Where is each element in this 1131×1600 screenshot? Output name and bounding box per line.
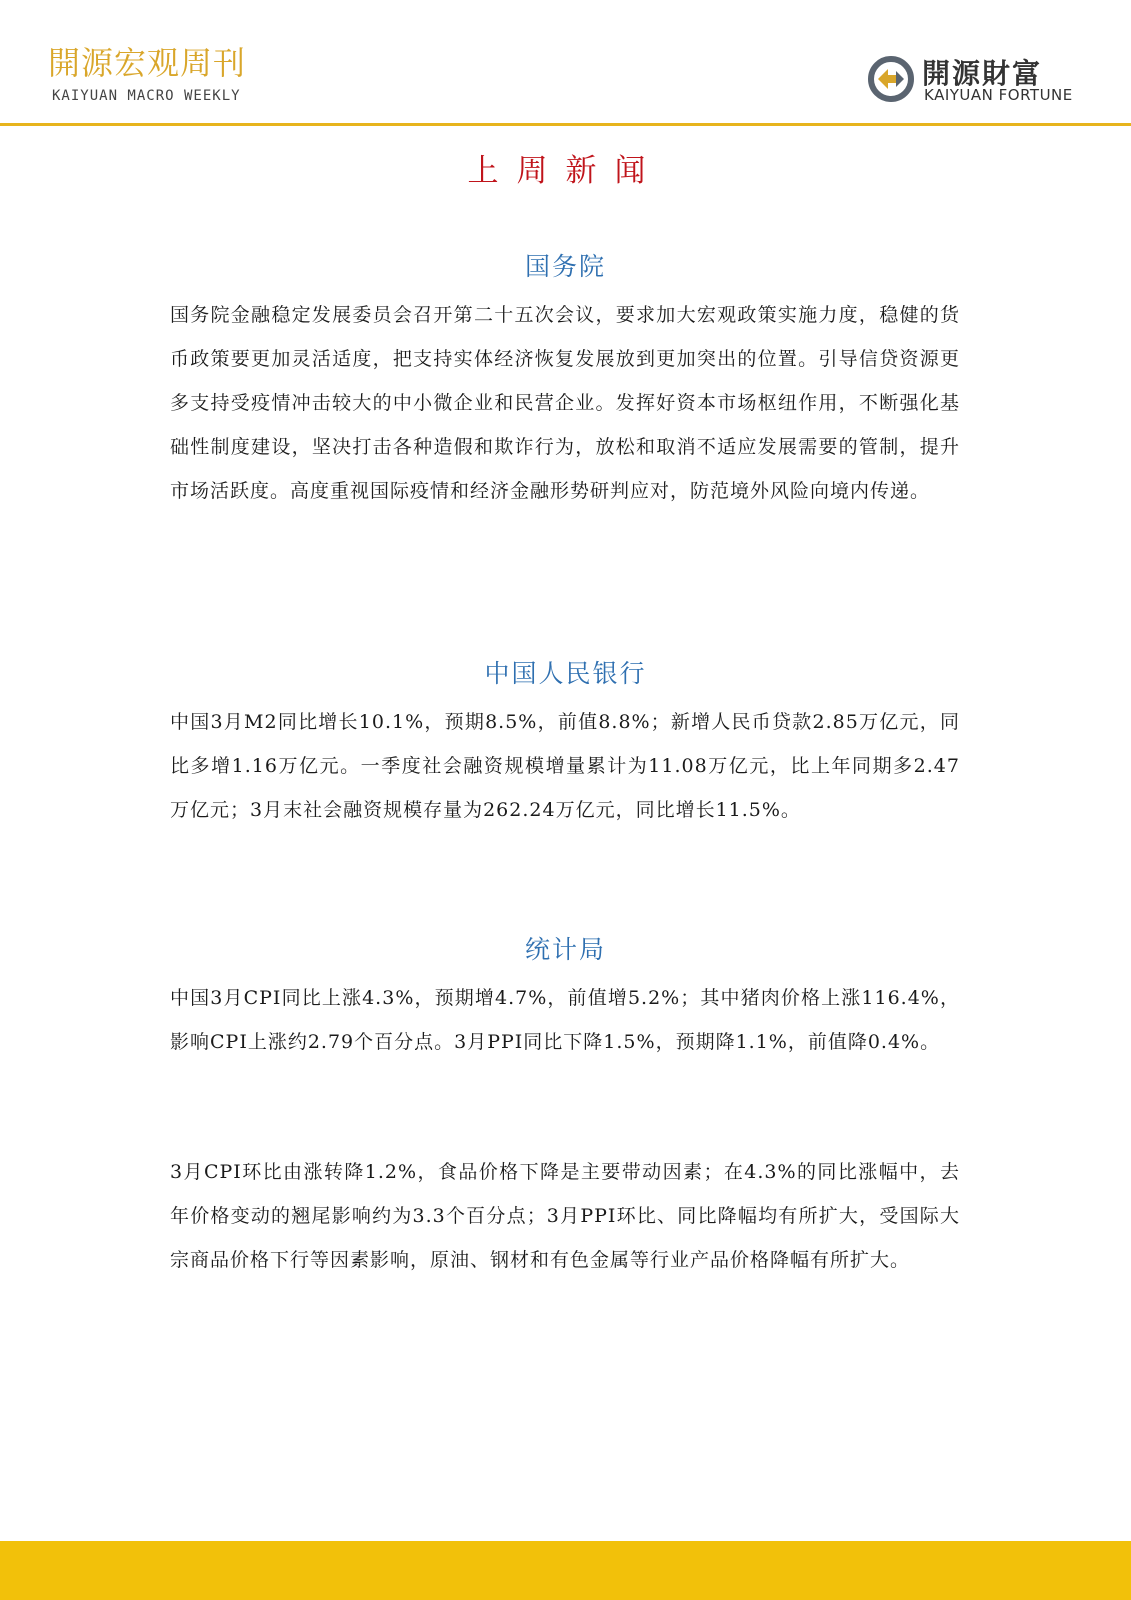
kaiyuan-logo-icon — [866, 54, 916, 104]
logo-chinese-text: 開源財富 — [922, 57, 1043, 90]
kaiyuan-logo — [866, 52, 1096, 108]
stats-bureau-paragraph-1: 中国3月CPI同比上涨4.3%，预期增4.7%，前值增5.2%；其中猪肉价格上涨116.4%，影响CPI上涨约2.79个百分点。3月PPI同比下降1.5%，预期降1.1%，前值降0.4%。 — [170, 987, 960, 1053]
logo-english-text: KAIYUAN FORTUNE — [924, 86, 1073, 104]
section-heading-stats-bureau: 统计局 — [524, 935, 606, 964]
section-heading-pboc: 中国人民银行 — [484, 659, 647, 688]
stats-bureau-paragraph-2: 3月CPI环比由涨转降1.2%，食品价格下降是主要带动因素；在4.3%的同比涨幅中，去年价格变动的翘尾影响约为3.3个百分点；3月PPI环比、同比降幅均有所扩大，受国际大宗商品价格下行等因素影响，原油、钢材和有色金属等行业产品价格降幅有所扩大。 — [170, 1161, 960, 1271]
header-divider — [0, 123, 1131, 126]
footer-bar — [0, 1541, 1131, 1600]
brand-subtitle: KAIYUAN MACRO WEEKLY — [52, 88, 241, 104]
state-council-paragraph: 国务院金融稳定发展委员会召开第二十五次会议，要求加大宏观政策实施力度，稳健的货币政策要更加灵活适度，把支持实体经济恢复发展放到更加突出的位置。引导信贷资源更多支持受疫情冲击较大的中小微企业和民营企业。发挥好资本市场枢纽作用，不断强化基础性制度建设，坚决打击各种造假和欺诈行为，放松和取消不适应发展需要的管制，提升市场活跃度。高度重视国际疫情和经济金融形势研判应对，防范境外风险向境内传递。 — [170, 304, 960, 502]
page-title: 上周新闻 — [467, 153, 664, 189]
page-header — [0, 0, 1131, 124]
brand-title: 開源宏观周刊 — [48, 44, 247, 82]
section-heading-state-council: 国务院 — [524, 252, 606, 281]
pboc-paragraph: 中国3月M2同比增长10.1%，预期8.5%，前值8.8%；新增人民币贷款2.85万亿元，同比多增1.16万亿元。一季度社会融资规模增量累计为11.08万亿元，比上年同期多2.47万亿元；3月末社会融资规模存量为262.24万亿元，同比增长11.5%。 — [170, 711, 960, 821]
